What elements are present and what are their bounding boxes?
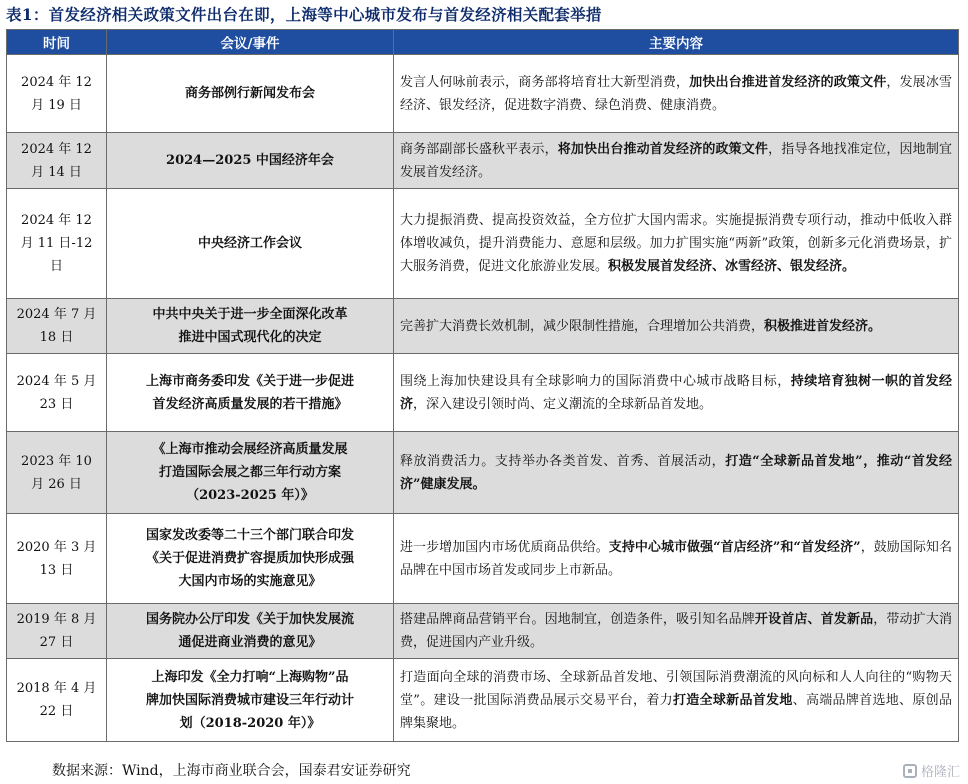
time-line: 月 14 日 (31, 164, 82, 180)
content-emphasis: 开设首店、首发新品 (754, 612, 874, 627)
event-line: 国务院办公厅印发《关于加快发展流 (145, 612, 354, 627)
table-row (7, 299, 959, 354)
time-line: 2019 年 8 月 (16, 612, 97, 627)
content-emphasis: 支持中心城市做强“首店经济”和“首发经济” (608, 539, 861, 555)
time-line: 月 19 日 (31, 97, 82, 113)
cell-content (394, 55, 959, 133)
table-row (7, 189, 959, 299)
content-text: ，发展冰雪经济、银发经济，促进数字消费、绿色消费、健康消费。 (400, 74, 952, 113)
event-line: 推进中国式现代化的决定 (178, 330, 322, 345)
content-emphasis: 将加快出台推动首发经济的政策文件 (557, 141, 769, 157)
time-line: 22 日 (39, 704, 74, 719)
event-line: 大国内市场的实施意见》 (178, 574, 322, 589)
time-line: 日 (49, 259, 63, 274)
content-text: 围绕上海加快建设具有全球影响力的国际消费中心城市战略目标， (400, 373, 791, 389)
event-line: 首发经济高质量发展的若干措施》 (152, 396, 348, 412)
content-text: 发言人何咏前表示，商务部将培育壮大新型消费， (400, 74, 690, 90)
time-line: 2024 年 12 (21, 213, 92, 228)
time-line: 2024 年 7 月 (16, 307, 97, 322)
cell-content (394, 659, 959, 742)
time-line: 月 11 日-12 (20, 236, 93, 251)
content-text: 完善扩大消费长效机制，减少限制性措施，合理增加公共消费， (400, 318, 765, 334)
cell-time (7, 189, 107, 299)
cell-time (7, 55, 107, 133)
time-line: 18 日 (39, 330, 74, 345)
header-event: 会议/事件 (107, 30, 394, 55)
cell-content (394, 432, 959, 514)
time-line: 2024 年 12 (21, 141, 92, 157)
cell-event (107, 514, 394, 604)
cell-content (394, 604, 959, 659)
content-emphasis: 加快出台推进首发经济的政策文件 (689, 74, 887, 90)
table-header-row (7, 30, 959, 55)
cell-time (7, 514, 107, 604)
content-text: 释放消费活力。支持举办各类首发、首秀、首展活动， (400, 453, 726, 469)
cell-event (107, 55, 394, 133)
event-line: 通促进商业消费的意见》 (178, 635, 322, 650)
cell-content (394, 514, 959, 604)
cell-content (394, 354, 959, 432)
cell-event (107, 133, 394, 189)
table-row (7, 432, 959, 514)
watermark (903, 761, 960, 780)
content-emphasis: 打造“全球新品首发地”，推动“首发经济”健康发展。 (400, 453, 952, 492)
table-row (7, 133, 959, 189)
event-line: 划（2018-2020 年）》 (179, 715, 321, 731)
cell-time (7, 659, 107, 742)
cell-content (394, 133, 959, 189)
content-emphasis: 打造全球新品首发地 (672, 692, 793, 708)
event-line: 牌加快国际消费城市建设三年行动计 (145, 692, 354, 708)
time-line: 月 26 日 (31, 476, 82, 492)
content-text: 商务部副部长盛秋平表示， (400, 141, 558, 157)
table-title: 表1：首发经济相关政策文件出台在即，上海等中心城市发布与首发经济相关配套举措 (6, 5, 602, 24)
event-line: 国家发改委等二十三个部门联合印发 (145, 528, 354, 543)
event-line: 中共中央关于进一步全面深化改革 (152, 307, 348, 322)
cell-time (7, 299, 107, 354)
content-text: 进一步增加国内市场优质商品供给。 (400, 539, 609, 555)
table-body (7, 55, 959, 742)
table-row (7, 659, 959, 742)
cell-event (107, 659, 394, 742)
table-row (7, 354, 959, 432)
time-line: 13 日 (39, 562, 74, 578)
event-line: （2023-2025 年）》 (186, 488, 314, 503)
cell-event (107, 604, 394, 659)
event-line: 打造国际会展之都三年行动方案 (158, 465, 341, 480)
content-text: ，带动扩大消费，促进国内产业升级。 (400, 612, 952, 650)
cell-event (107, 354, 394, 432)
event-line: 2024—2025 中国经济年会 (166, 153, 334, 168)
content-emphasis: 积极发展首发经济、冰雪经济、银发经济。 (608, 259, 856, 274)
policy-table (6, 29, 959, 742)
content-emphasis: 持续培育独树一帜的首发经济 (400, 373, 952, 412)
time-line: 2018 年 4 月 (16, 681, 97, 696)
time-line: 23 日 (39, 396, 74, 412)
content-text: 、高端品牌首选地、原创品牌集聚地。 (400, 692, 952, 731)
header-content: 主要内容 (394, 30, 959, 55)
content-text: 搭建品牌商品营销平台。因地制宜，创造条件，吸引知名品牌 (400, 612, 755, 627)
time-line: 27 日 (39, 635, 74, 650)
event-line: 上海市商务委印发《关于进一步促进 (145, 373, 354, 389)
time-line: 2024 年 5 月 (16, 373, 97, 389)
cell-time (7, 604, 107, 659)
event-line: 《关于促进消费扩容提质加快形成强 (145, 551, 354, 566)
content-text: 打造面向全球的消费市场、全球新品首发地、引领国际消费潮流的风向标和人人向往的“购物天堂”。建设一批国际消费品展示交易平台，着力 (400, 669, 952, 708)
cell-event (107, 299, 394, 354)
cell-content (394, 299, 959, 354)
event-line: 商务部例行新闻发布会 (184, 86, 315, 101)
table-row (7, 604, 959, 659)
cell-event (107, 189, 394, 299)
cell-content (394, 189, 959, 299)
time-line: 2024 年 12 (21, 74, 92, 90)
cell-time (7, 432, 107, 514)
data-source: 数据来源：Wind，上海市商业联合会，国泰君安证券研究 (52, 763, 411, 779)
watermark-text: 格隆汇 (920, 765, 960, 780)
content-text: 大力提振消费、提高投资效益，全方位扩大国内需求。实施提振消费专项行动，推动中低收入群体增收减负，提升消费能力、意愿和层级。加力扩围实施“两新”政策，创新多元化消费场景，扩大服务消费，促进文化旅游业发展。 (400, 213, 952, 274)
event-line: 上海印发《全力打响“上海购物”品 (151, 669, 349, 685)
table-row (7, 55, 959, 133)
event-line: 中央经济工作会议 (197, 236, 302, 251)
cell-time (7, 133, 107, 189)
table-row (7, 514, 959, 604)
content-text: ，深入建设引领时尚、定义潮流的全球新品首发地。 (413, 396, 713, 412)
time-line: 2023 年 10 (21, 453, 92, 469)
content-text: ，鼓励国际知名品牌在中国市场首发或同步上市新品。 (400, 539, 952, 578)
content-emphasis: 积极推进首发经济。 (764, 318, 882, 334)
cell-time (7, 354, 107, 432)
event-line: 《上海市推动会展经济高质量发展 (152, 442, 348, 457)
cell-event (107, 432, 394, 514)
content-text: ，指导各地找准定位，因地制宜发展首发经济。 (400, 141, 952, 180)
header-time: 时间 (7, 30, 107, 55)
time-line: 2020 年 3 月 (16, 539, 97, 555)
watermark-logo-icon (903, 764, 917, 778)
